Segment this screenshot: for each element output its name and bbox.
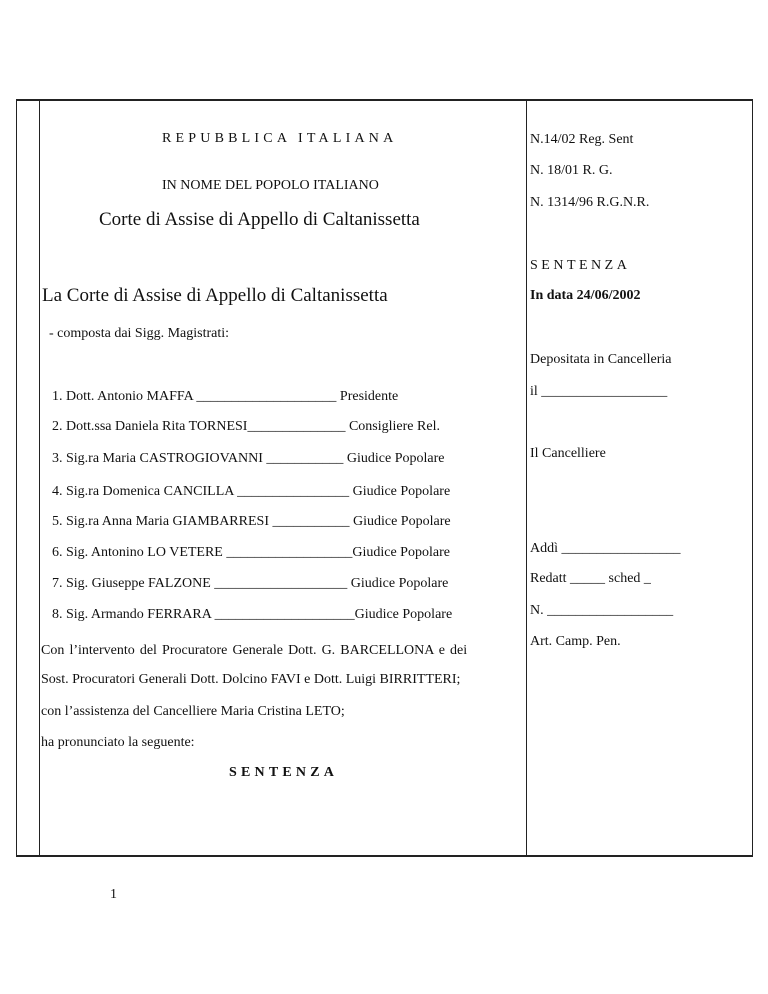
rg-number: N. 18/01 R. G.: [530, 163, 613, 178]
court-title: Corte di Assise di Appello di Caltanissetta: [99, 209, 420, 230]
intervention-line-1: Con l’intervento del Procuratore Generale Dott. G. BARCELLONA e dei: [41, 643, 468, 658]
frame-bottom-border: [16, 855, 753, 857]
in-name-heading: IN NOME DEL POPOLO ITALIANO: [162, 178, 379, 193]
frame-right-border: [752, 99, 753, 857]
frame-margin-line: [39, 99, 40, 857]
frame-column-divider: [526, 99, 527, 857]
court-heading: La Corte di Assise di Appello di Caltanissetta: [42, 285, 388, 306]
frame-top-border: [16, 99, 753, 101]
redatt-line: Redatt _____ sched _: [530, 571, 651, 586]
intervention-line-2: Sost. Procuratori Generali Dott. Dolcino FAVI e Dott. Luigi BIRRITTERI;: [41, 672, 461, 687]
in-data-date: In data 24/06/2002: [530, 288, 641, 303]
magistrate-5: 5. Sig.ra Anna Maria GIAMBARRESI ___________ Giudice Popolare: [52, 514, 451, 529]
cancelliere-label: Il Cancelliere: [530, 446, 606, 461]
magistrate-2: 2. Dott.ssa Daniela Rita TORNESI______________ Consigliere Rel.: [52, 419, 440, 434]
addi-line: Addì _________________: [530, 541, 681, 556]
page-number: 1: [110, 887, 117, 902]
magistrate-7: 7. Sig. Giuseppe FALZONE ___________________ Giudice Popolare: [52, 576, 449, 591]
art-camp-pen-label: Art. Camp. Pen.: [530, 634, 621, 649]
republic-heading: REPUBBLICA ITALIANA: [162, 131, 398, 146]
assistance-line: con l’assistenza del Cancelliere Maria Cristina LETO;: [41, 704, 345, 719]
magistrate-4: 4. Sig.ra Domenica CANCILLA ________________ Giudice Popolare: [52, 484, 451, 499]
rgnr-number: N. 1314/96 R.G.N.R.: [530, 195, 650, 210]
sidebar-sentenza-label: SENTENZA: [530, 258, 631, 273]
magistrate-1: 1. Dott. Antonio MAFFA ____________________ Presidente: [52, 389, 399, 404]
depositata-label: Depositata in Cancelleria: [530, 352, 672, 367]
magistrate-6: 6. Sig. Antonino LO VETERE __________________Giudice Popolare: [52, 545, 450, 560]
pronounced-line: ha pronunciato la seguente:: [41, 735, 195, 750]
reg-sent-number: N.14/02 Reg. Sent: [530, 132, 634, 147]
composed-by-label: - composta dai Sigg. Magistrati:: [49, 326, 230, 341]
il-line: il __________________: [530, 384, 668, 399]
frame-left-border: [16, 99, 17, 857]
magistrate-3: 3. Sig.ra Maria CASTROGIOVANNI ___________ Giudice Popolare: [52, 451, 445, 466]
sentenza-heading: SENTENZA: [229, 765, 339, 780]
magistrate-8: 8. Sig. Armando FERRARA ____________________Giudice Popolare: [52, 607, 453, 622]
n-line: N. __________________: [530, 603, 674, 618]
